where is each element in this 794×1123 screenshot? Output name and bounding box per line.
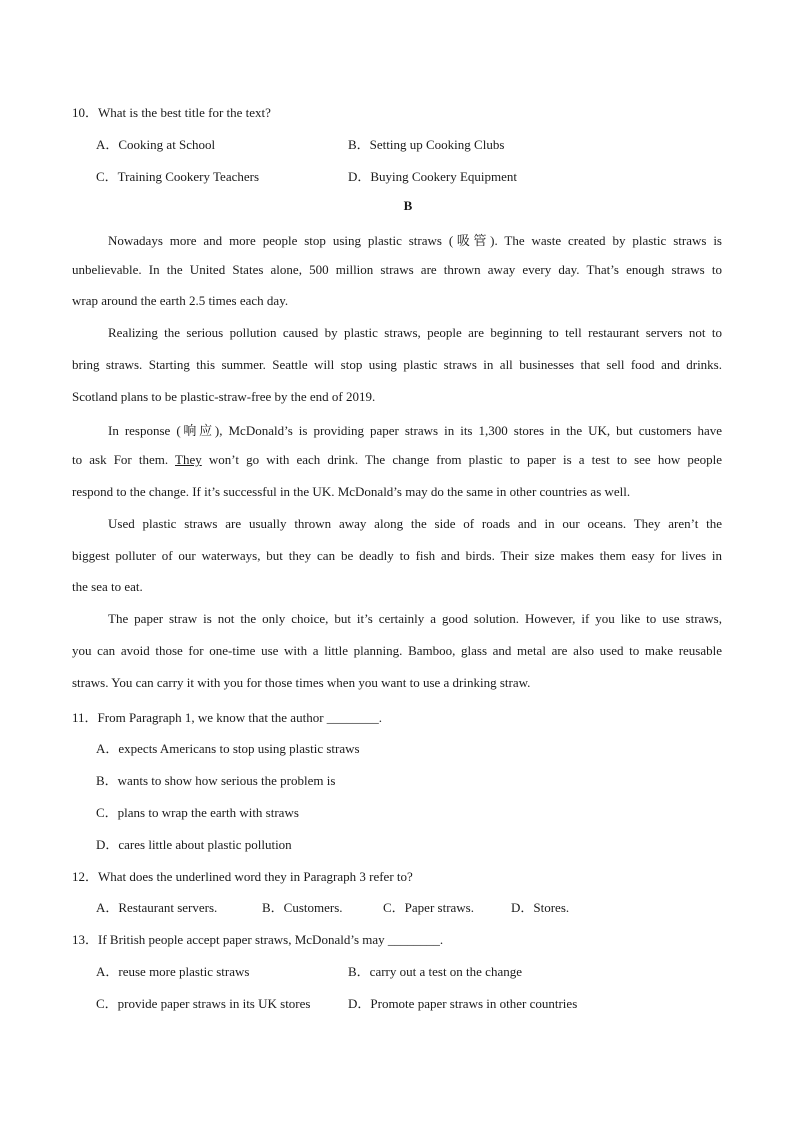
- q11-option-d: D．cares little about plastic pollution: [96, 837, 292, 852]
- section-heading: B: [403, 198, 413, 213]
- paragraph-3-line-3: respond to the change. If it’s successful in the UK. McDonald’s may do the same in other countries as well.: [72, 484, 631, 499]
- q10-option-c: C．Training Cookery Teachers: [96, 169, 260, 184]
- paragraph-2-line-1: Realizing the serious pollution caused by plastic straws, people are beginning to tell restaurant servers not to: [108, 325, 722, 340]
- paragraph-3-line-2-start: to ask For them.: [72, 452, 176, 467]
- q13-option-b: B．carry out a test on the change: [348, 964, 522, 979]
- underlined-word-they: They: [175, 452, 202, 467]
- q11-option-b: B．wants to show how serious the problem is: [96, 773, 336, 788]
- q13-option-a: A．reuse more plastic straws: [96, 964, 250, 979]
- paragraph-3-line-2: [72, 452, 722, 468]
- paragraph-1-line-2: unbelievable. In the United States alone, 500 million straws are thrown away every day. That’s enough straws to: [72, 262, 722, 277]
- paragraph-4-line-2: biggest polluter of our waterways, but they can be deadly to fish and birds. Their size makes them easy for lives in: [72, 548, 722, 563]
- q10-option-b: B．Setting up Cooking Clubs: [348, 137, 505, 152]
- paragraph-1-line-1: Nowadays more and more people stop using plastic straws (吸管). The waste created by plastic straws is: [108, 233, 722, 248]
- paragraph-5-line-2: you can avoid those for one-time use with a little planning. Bamboo, glass and metal are also used to make reusable: [72, 643, 722, 658]
- paragraph-3-line-1: In response (响应), McDonald’s is providing paper straws in its 1,300 stores in the UK, but customers have: [108, 423, 722, 438]
- paragraph-5-line-1: The paper straw is not the only choice, but it’s certainly a good solution. However, if you like to use straws,: [108, 611, 722, 626]
- paragraph-2-line-3: Scotland plans to be plastic-straw-free by the end of 2019.: [72, 389, 376, 404]
- paragraph-5-line-3: straws. You can carry it with you for those times when you want to use a drinking straw.: [72, 675, 531, 690]
- q11-option-a: A．expects Americans to stop using plastic straws: [96, 741, 360, 756]
- q12-option-b: B．Customers.: [262, 900, 343, 915]
- paragraph-4-line-1: Used plastic straws are usually thrown away along the side of roads and in our oceans. They aren’t the: [108, 516, 722, 531]
- paragraph-1-line-3: wrap around the earth 2.5 times each day.: [72, 293, 289, 308]
- q10-option-a: A．Cooking at School: [96, 137, 216, 152]
- q11-question: 11．From Paragraph 1, we know that the author ________.: [72, 710, 383, 725]
- q13-question: 13．If British people accept paper straws, McDonald’s may ________.: [72, 932, 444, 947]
- q12-option-a: A．Restaurant servers.: [96, 900, 218, 915]
- q12-option-c: C．Paper straws.: [383, 900, 474, 915]
- q10-question: 10．What is the best title for the text?: [72, 105, 271, 120]
- q11-option-c: C．plans to wrap the earth with straws: [96, 805, 299, 820]
- q13-option-c: C．provide paper straws in its UK stores: [96, 996, 311, 1011]
- paragraph-4-line-3: the sea to eat.: [72, 579, 143, 594]
- paragraph-3-line-2-end: won’t go with each drink. The change from plastic to paper is a test to see how people: [201, 452, 722, 467]
- paragraph-2-line-2: bring straws. Starting this summer. Seattle will stop using plastic straws in all businesses that sell food and drinks.: [72, 357, 722, 372]
- q12-option-d: D．Stores.: [511, 900, 570, 915]
- q12-question: 12．What does the underlined word they in Paragraph 3 refer to?: [72, 869, 413, 884]
- q13-option-d: D．Promote paper straws in other countries: [348, 996, 578, 1011]
- q10-option-d: D．Buying Cookery Equipment: [348, 169, 517, 184]
